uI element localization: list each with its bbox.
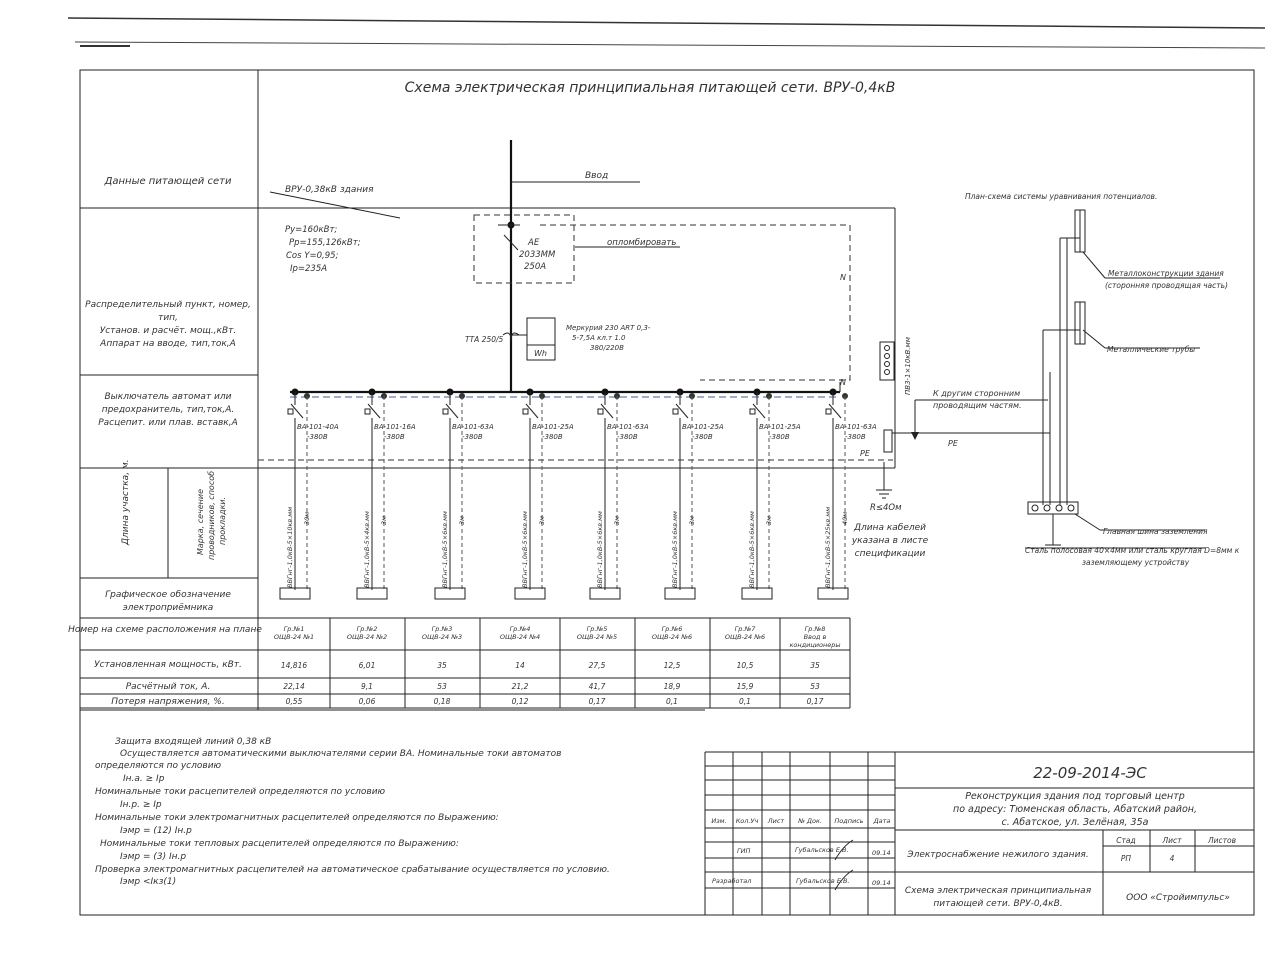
steel-label-1: Сталь полосовая 40×4мм или сталь круглая D=8мм к bbox=[1025, 546, 1240, 555]
meter-symbol: Wh bbox=[534, 349, 547, 358]
group-name-6-2: ОЩВ-24 №6 bbox=[651, 633, 693, 641]
breaker-box-6 bbox=[673, 409, 678, 414]
seal-label: опломбировать bbox=[607, 238, 677, 248]
stamp-org: ООО «Стройимпульс» bbox=[1126, 893, 1230, 903]
note-1: Защита входящей линий 0,38 кВ bbox=[115, 737, 272, 747]
note-11: Проверка электромагнитных расцепителей на автоматическое срабатывание осуществляется по условию. bbox=[95, 865, 610, 875]
power-value-8: 35 bbox=[810, 661, 820, 670]
distribution-point-label-1: Распределительный пункт, номер, bbox=[85, 300, 251, 310]
group-name-8-2: Ввод в bbox=[803, 633, 827, 641]
current-value-5: 41,7 bbox=[588, 682, 606, 691]
power-value-1: 14,816 bbox=[280, 661, 308, 670]
note-7: Номинальные токи электромагнитных расцепителей определяются по Выражению: bbox=[95, 813, 499, 823]
cable-mark-2: ВВГнг-1,0кВ-5×4кв.мм bbox=[363, 511, 371, 588]
loss-value-5: 0,17 bbox=[588, 697, 606, 706]
vvod-label: Ввод bbox=[585, 171, 609, 181]
breaker-volt-1: -380В bbox=[307, 433, 328, 441]
stamp-code: 22-09-2014-ЭС bbox=[1033, 764, 1147, 782]
scheme-title: Схема электрическая принципиальная питающей сети. ВРУ-0,4кВ bbox=[404, 80, 896, 96]
loss-value-8: 0,17 bbox=[806, 697, 824, 706]
cable-length-5: 3м bbox=[613, 515, 621, 525]
stamp-col-list: Лист bbox=[767, 817, 785, 825]
cable-mark-label-3: прокладки. bbox=[218, 496, 227, 545]
row-label-loss: Потеря напряжения, %. bbox=[111, 697, 225, 707]
loss-value-4: 0,12 bbox=[511, 697, 529, 706]
distribution-point-label-2: тип, bbox=[158, 313, 178, 323]
ground-label: R≤4Ом bbox=[870, 503, 902, 513]
current-value-4: 21,2 bbox=[511, 682, 529, 691]
other-parts-2: проводящим частям. bbox=[933, 401, 1022, 410]
breaker-box-7 bbox=[750, 409, 755, 414]
meter-line-2: 5-7,5А кл.т 1.0 bbox=[572, 334, 626, 342]
breaker-box-4 bbox=[523, 409, 528, 414]
stamp-col-sign: Подпись bbox=[834, 817, 864, 825]
stamp-sheet-title-2: питающей сети. ВРУ-0,4кВ. bbox=[933, 899, 1063, 909]
stamp-role-2: Разработал bbox=[712, 877, 752, 885]
main-breaker-type: АЕ bbox=[528, 238, 540, 248]
cable-note-3: спецификации bbox=[854, 549, 926, 559]
distribution-point-label-3: Установ. и расчёт. мощ.,кВт. bbox=[99, 326, 237, 336]
vru-label: ВРУ-0,38кВ здания bbox=[285, 185, 374, 195]
breaker-label-2: предохранитель, тип,ток,А. bbox=[101, 405, 235, 415]
cable-length-7: 3м bbox=[765, 515, 773, 525]
graphic-label-2: электроприёмника bbox=[122, 603, 214, 613]
cable-mark-1: ВВГнг-1,0кВ-5×10кв.мм bbox=[286, 506, 294, 588]
cable-length-3: 3м bbox=[458, 515, 466, 525]
group-name-3-2: ОЩВ-24 №3 bbox=[421, 633, 463, 641]
note-10: Iэмр = (3) Iн.р bbox=[120, 852, 187, 862]
cable-length-4: 3м bbox=[538, 515, 546, 525]
loss-value-7: 0,1 bbox=[739, 697, 751, 706]
power-value-4: 14 bbox=[515, 661, 525, 670]
stamp-col-date: Дата bbox=[873, 817, 891, 825]
other-parts-1: К другим сторонним bbox=[933, 389, 1021, 398]
pe-label-bus: PE bbox=[860, 449, 870, 458]
current-value-6: 18,9 bbox=[663, 682, 681, 691]
stamp-date-1: 09.14 bbox=[872, 849, 891, 857]
stamp-col-kol: Кол.Уч bbox=[735, 817, 759, 825]
group-name-1-1: Гр.№1 bbox=[283, 625, 305, 633]
group-name-3-1: Гр.№3 bbox=[431, 625, 453, 633]
breaker-box-3 bbox=[443, 409, 448, 414]
stamp-col-izm: Изм. bbox=[711, 817, 727, 825]
cable-note-2: указана в листе bbox=[851, 536, 929, 546]
stamp-project-3: с. Абатское, ул. Зелёная, 35а bbox=[1001, 817, 1149, 828]
group-name-7-1: Гр.№7 bbox=[734, 625, 756, 633]
stamp-col-doc: № Док. bbox=[798, 817, 822, 825]
stamp-list-header: Лист bbox=[1162, 836, 1182, 845]
stamp-lists-header: Листов bbox=[1207, 836, 1237, 845]
stamp-list-value: 4 bbox=[1169, 854, 1175, 863]
cable-length-6: 3м bbox=[688, 515, 696, 525]
breaker-box-2 bbox=[365, 409, 370, 414]
right-panel-title: План-схема системы уравнивания потенциалов. bbox=[965, 192, 1158, 201]
breaker-label-2: ВА-101-16А bbox=[374, 423, 416, 431]
stamp-project-1: Реконструкция здания под торговый центр bbox=[965, 791, 1185, 802]
cable-length-1: 30м bbox=[303, 511, 311, 525]
breaker-label-1: Выключатель автомат или bbox=[104, 392, 232, 402]
breaker-volt-8: -380В bbox=[845, 433, 866, 441]
breaker-box-5 bbox=[598, 409, 603, 414]
group-name-5-1: Гр.№5 bbox=[586, 625, 608, 633]
main-breaker-rating: 250А bbox=[524, 262, 547, 272]
group-name-7-2: ОЩВ-24 №6 bbox=[724, 633, 766, 641]
loss-value-2: 0,06 bbox=[358, 697, 376, 706]
param-py: Py=160кВт; bbox=[285, 225, 338, 235]
group-name-2-2: ОЩВ-24 №2 bbox=[346, 633, 388, 641]
breaker-label-7: ВА-101-25А bbox=[759, 423, 801, 431]
n-label-top: N bbox=[840, 273, 846, 282]
note-9: Номинальные токи тепловых расцепителей определяются по Выражению: bbox=[100, 839, 459, 849]
current-value-7: 15,9 bbox=[736, 682, 754, 691]
pv-label: ПВ3-1×10кВ.мм bbox=[904, 336, 912, 395]
cable-mark-label-2: проводников, способ bbox=[207, 470, 216, 560]
note-4: Iн.а. ≥ Iр bbox=[123, 774, 165, 784]
supply-data-label: Данные питающей сети bbox=[104, 176, 232, 187]
breaker-label-5: ВА-101-63А bbox=[607, 423, 649, 431]
pe-label-right: PE bbox=[948, 439, 958, 448]
note-6: Iн.р. ≥ Iр bbox=[120, 800, 162, 810]
meter-line-3: 380/220В bbox=[590, 344, 624, 352]
cable-mark-7: ВВГнг-1,0кВ-5×6кв.мм bbox=[748, 511, 756, 588]
note-8: Iэмр = (12) Iн.р bbox=[120, 826, 192, 836]
row-label-power: Установленная мощность, кВт. bbox=[94, 660, 242, 670]
distribution-point-label-4: Аппарат на вводе, тип,ток,А bbox=[100, 339, 236, 349]
stamp-project-2: по адресу: Тюменская область, Абатский район, bbox=[953, 804, 1197, 815]
cable-mark-8: ВВГнг-1,0кВ-5×25кв.мм bbox=[824, 506, 832, 588]
breaker-volt-6: -380В bbox=[692, 433, 713, 441]
param-cos: Cos Y=0,95; bbox=[286, 251, 339, 261]
section-length-label: Длина участка, м. bbox=[121, 459, 131, 545]
note-2: Осуществляется автоматическими выключателями серии ВА. Номинальные токи автоматов bbox=[120, 749, 562, 759]
row-label-number: Номер на схеме расположения на плане bbox=[68, 625, 262, 635]
group-name-6-1: Гр.№6 bbox=[661, 625, 683, 633]
stamp-date-2: 09.14 bbox=[872, 879, 891, 887]
power-value-6: 12,5 bbox=[663, 661, 681, 670]
cable-length-8: 40м bbox=[841, 511, 849, 525]
loss-value-6: 0,1 bbox=[666, 697, 678, 706]
stamp-name-2: Губальсков Е.В. bbox=[796, 877, 850, 885]
breaker-label-3: Расцепит. или плав. вставк,А bbox=[98, 418, 238, 428]
stamp-grid bbox=[705, 752, 895, 915]
note-3: определяются по условию bbox=[95, 761, 222, 771]
cable-length-2: 3м bbox=[380, 515, 388, 525]
breaker-label-6: ВА-101-25А bbox=[682, 423, 724, 431]
stamp-section: Электроснабжение нежилого здания. bbox=[907, 850, 1089, 860]
current-value-2: 9,1 bbox=[361, 682, 373, 691]
cable-note-1: Длина кабелей bbox=[853, 523, 927, 533]
group-name-4-1: Гр.№4 bbox=[509, 625, 531, 633]
current-value-8: 53 bbox=[810, 682, 820, 691]
breaker-label-1: ВА-101-40А bbox=[297, 423, 339, 431]
breaker-volt-4: -380В bbox=[542, 433, 563, 441]
cable-mark-3: ВВГнг-1,0кВ-5×6кв.мм bbox=[441, 511, 449, 588]
n-label-bus: N bbox=[840, 378, 846, 387]
metal-structures-2: (сторонняя проводящая часть) bbox=[1105, 281, 1228, 290]
steel-label-2: заземляющему устройству bbox=[1082, 558, 1190, 567]
stamp-stage-value: РП bbox=[1120, 854, 1132, 863]
param-ip: Ip=235А bbox=[290, 264, 328, 274]
current-value-1: 22,14 bbox=[283, 682, 305, 691]
power-value-2: 6,01 bbox=[358, 661, 376, 670]
note-5: Номинальные токи расцепителей определяются по условию bbox=[95, 787, 386, 797]
meter-line-1: Меркурий 230 ART 0,3- bbox=[566, 324, 651, 332]
loss-value-3: 0,18 bbox=[433, 697, 451, 706]
note-12: Iэмр <Iкз(1) bbox=[120, 877, 177, 887]
breaker-label-8: ВА-101-63А bbox=[835, 423, 877, 431]
main-bus-label: Главная шина заземления bbox=[1103, 527, 1208, 536]
metal-pipes-label: Металлические трубы bbox=[1107, 345, 1196, 354]
breaker-label-3: ВА-101-63А bbox=[452, 423, 494, 431]
breaker-label-4: ВА-101-25А bbox=[532, 423, 574, 431]
cable-mark-4: ВВГнг-1,0кВ-5×6кв.мм bbox=[521, 511, 529, 588]
breaker-box-1 bbox=[288, 409, 293, 414]
breaker-box-8 bbox=[826, 409, 831, 414]
group-name-8-1: Гр.№8 bbox=[804, 625, 826, 633]
group-name-8-3: кондиционеры bbox=[789, 641, 841, 649]
group-name-1-2: ОЩВ-24 №1 bbox=[273, 633, 315, 641]
power-value-5: 27,5 bbox=[588, 661, 606, 670]
group-name-4-2: ОЩВ-24 №4 bbox=[499, 633, 541, 641]
cable-mark-6: ВВГнг-1,0кВ-5×6кв.мм bbox=[671, 511, 679, 588]
loss-value-1: 0,55 bbox=[285, 697, 303, 706]
group-feeders bbox=[274, 389, 877, 707]
breaker-volt-5: -380В bbox=[617, 433, 638, 441]
current-value-3: 53 bbox=[437, 682, 447, 691]
cable-mark-label-1: Марка, сечение bbox=[196, 488, 205, 555]
main-breaker-model: 2033ММ bbox=[519, 250, 556, 260]
group-name-2-1: Гр.№2 bbox=[356, 625, 378, 633]
power-value-7: 10,5 bbox=[736, 661, 754, 670]
stamp-col-headers bbox=[711, 817, 890, 825]
graphic-label-1: Графическое обозначение bbox=[105, 590, 231, 600]
breaker-volt-7: -380В bbox=[769, 433, 790, 441]
power-value-3: 35 bbox=[437, 661, 447, 670]
breaker-volt-3: -380В bbox=[462, 433, 483, 441]
group-name-5-2: ОЩВ-24 №5 bbox=[576, 633, 618, 641]
breaker-volt-2: -380В bbox=[384, 433, 405, 441]
param-pp: Pp=155,126кВт; bbox=[289, 238, 361, 248]
cable-mark-5: ВВГнг-1,0кВ-5×6кв.мм bbox=[596, 511, 604, 588]
stamp-stage-header: Стад bbox=[1116, 836, 1136, 845]
stamp-role-1: ГИП bbox=[737, 847, 751, 855]
stamp-name-1: Губальсков Е.В. bbox=[795, 846, 849, 854]
metal-structures-1: Металлоконструкции здания bbox=[1108, 269, 1224, 278]
tta-label: ТТА 250/5 bbox=[465, 335, 504, 344]
stamp-sheet-title-1: Схема электрическая принципиальная bbox=[904, 886, 1092, 896]
row-label-current: Расчётный ток, А. bbox=[125, 682, 211, 692]
